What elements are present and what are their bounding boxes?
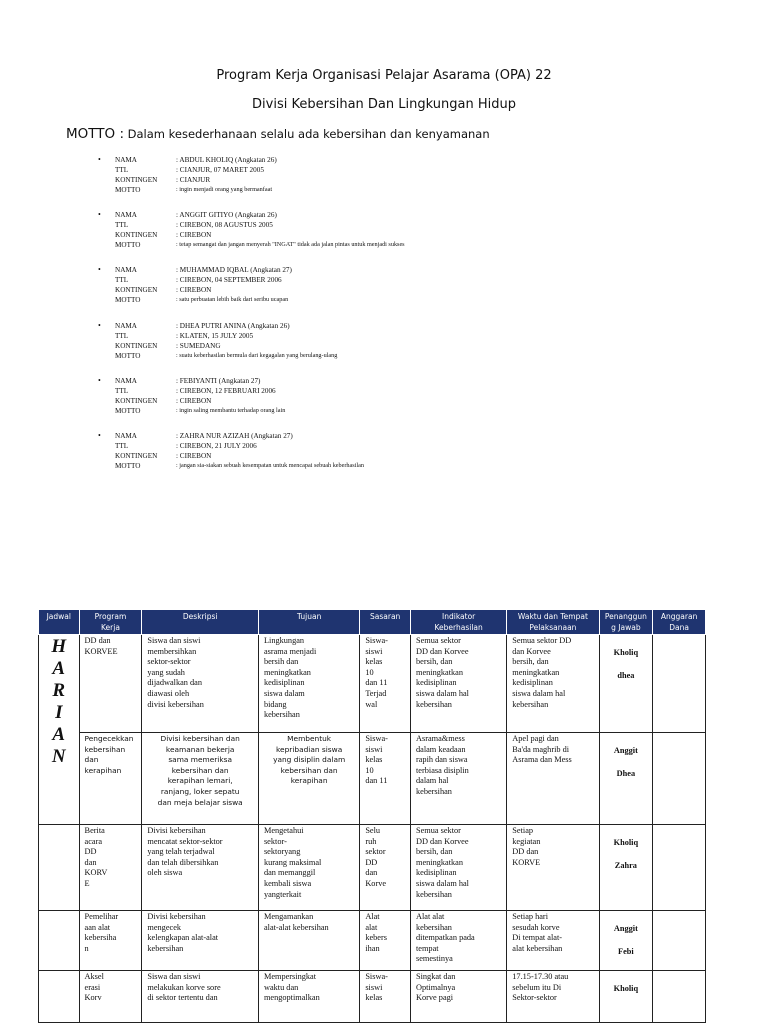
member-kontingen-value: : CIREBON bbox=[176, 286, 212, 295]
column-header: Penanggun g Jawab bbox=[599, 610, 653, 635]
sasaran-cell: Siswa- siswi kelas bbox=[360, 971, 411, 1023]
document-subtitle: Divisi Kebersihan Dan Lingkungan Hidup bbox=[252, 97, 516, 112]
column-header: Waktu dan Tempat Pelaksanaan bbox=[507, 610, 599, 635]
member-ttl-label: TTL bbox=[115, 221, 129, 230]
program-cell: Pemelihar aan alat kebersiha n bbox=[79, 911, 142, 971]
member-motto-label: MOTTO bbox=[115, 241, 141, 250]
penanggung-jawab-name: Zahra bbox=[614, 860, 637, 870]
deskripsi-cell: Divisi kebersihan mencatat sektor-sektor yang telah terjadwal dan telah dibersihkan oleh siswa bbox=[142, 825, 259, 911]
member-nama-label: NAMA bbox=[115, 211, 137, 220]
sasaran-cell: Siswa- siswi kelas 10 dan 11 bbox=[360, 733, 411, 825]
member-ttl-label: TTL bbox=[115, 331, 129, 340]
anggaran-cell bbox=[653, 635, 706, 733]
bullet-icon: • bbox=[98, 265, 101, 275]
indikator-cell: Semua sektor DD dan Korvee bersih, dan meningkatkan kedisiplinan siswa dalam hal kebersihan bbox=[410, 825, 506, 911]
member-ttl-value: : CIREBON, 04 SEPTEMBER 2006 bbox=[176, 276, 282, 285]
column-header: Indikator Keberhasilan bbox=[410, 610, 506, 635]
member-kontingen-label: KONTINGEN bbox=[115, 341, 158, 350]
program-table bbox=[38, 609, 706, 1023]
column-header: Anggaran Dana bbox=[653, 610, 706, 635]
penanggung-jawab-cell bbox=[599, 733, 653, 825]
tujuan-cell: Mempersingkat waktu dan mengoptimalkan bbox=[258, 971, 359, 1023]
sasaran-cell: Selu ruh sektor DD dan Korve bbox=[360, 825, 411, 911]
waktu-cell: Setiap hari sesudah korve Di tempat alat- alat kebersihan bbox=[507, 911, 599, 971]
member-ttl-label: TTL bbox=[115, 276, 129, 285]
member-kontingen-label: KONTINGEN bbox=[115, 396, 158, 405]
bullet-icon: • bbox=[98, 375, 101, 385]
column-header: Tujuan bbox=[258, 610, 359, 635]
indikator-cell: Alat alat kebersihan ditempatkan pada tempat semestinya bbox=[410, 911, 506, 971]
member-motto-value: : ingin menjadi orang yang bermanfaat bbox=[176, 186, 273, 193]
penanggung-jawab-name: Febi bbox=[618, 946, 634, 956]
column-header: Jadwal bbox=[39, 610, 80, 635]
deskripsi-cell: Siswa dan siswi melakukan korve sore di sektor tertentu dan bbox=[142, 971, 259, 1023]
sasaran-cell: Siswa- siswi kelas 10 dan 11 Terjad wal bbox=[360, 635, 411, 733]
member-nama-label: NAMA bbox=[115, 376, 137, 385]
column-header: Deskripsi bbox=[142, 610, 259, 635]
member-kontingen-label: KONTINGEN bbox=[115, 176, 158, 184]
member-nama-value: : MUHAMMAD IQBAL (Angkatan 27) bbox=[176, 266, 292, 275]
jadwal-letter: A bbox=[52, 658, 66, 679]
tujuan-cell: Mengamankan alat-alat kebersihan bbox=[258, 911, 359, 971]
member-nama-label: NAMA bbox=[115, 156, 137, 164]
penanggung-jawab-cell bbox=[599, 635, 653, 733]
jadwal-letter: N bbox=[51, 746, 66, 767]
member-motto-label: MOTTO bbox=[115, 351, 141, 360]
indikator-cell: Asrama&mess dalam keadaan rapih dan siswa terbiasa disiplin dalam hal kebersihan bbox=[410, 733, 506, 825]
deskripsi-cell: Divisi kebersihan mengecek kelengkapan alat-alat kebersihan bbox=[142, 911, 259, 971]
bullet-icon: • bbox=[98, 430, 101, 440]
motto-label: MOTTO : bbox=[66, 126, 124, 142]
bullet-icon: • bbox=[98, 155, 101, 164]
anggaran-cell bbox=[653, 971, 706, 1023]
anggaran-cell bbox=[653, 733, 706, 825]
penanggung-jawab-name: Dhea bbox=[616, 768, 636, 778]
member-kontingen-value: : CIREBON bbox=[176, 231, 212, 240]
member-motto-label: MOTTO bbox=[115, 406, 141, 415]
jadwal-letter: I bbox=[55, 702, 63, 723]
bullet-icon: • bbox=[98, 210, 101, 220]
member-motto-label: MOTTO bbox=[115, 461, 141, 470]
penanggung-jawab-name: Kholiq bbox=[613, 648, 639, 657]
sasaran-cell: Alat alat kebers ihan bbox=[360, 911, 411, 971]
waktu-cell: Setiap kegiatan DD dan KORVE bbox=[507, 825, 599, 911]
member-kontingen-label: KONTINGEN bbox=[115, 451, 158, 460]
indikator-cell: Semua sektor DD dan Korvee bersih, dan meningkatkan kedisiplinan siswa dalam hal kebersihan bbox=[410, 635, 506, 733]
member-ttl-value: : CIREBON, 08 AGUSTUS 2005 bbox=[176, 221, 273, 230]
penanggung-jawab-name: dhea bbox=[617, 670, 635, 680]
member-ttl-label: TTL bbox=[115, 166, 129, 174]
member-ttl-value: : CIANJUR, 07 MARET 2005 bbox=[176, 166, 264, 174]
member-motto-value: : suatu keberhasilan bermula dari kegagalan yang berulang-ulang bbox=[176, 351, 338, 359]
member-motto-label: MOTTO bbox=[115, 296, 141, 305]
program-cell: Aksel erasi Korv bbox=[79, 971, 142, 1023]
jadwal-letter: A bbox=[52, 724, 66, 745]
program-cell: Berita acara DD dan KORV E bbox=[79, 825, 142, 911]
member-kontingen-label: KONTINGEN bbox=[115, 286, 158, 295]
member-ttl-value: : CIREBON, 12 FEBRUARI 2006 bbox=[176, 386, 276, 395]
member-motto-value: : tetap semangat dan jangan menyerah "INGAT" tidak ada jalan pintas untuk menjadi sukses bbox=[176, 241, 405, 249]
waktu-cell: 17.15-17.30 atau sebelum itu Di Sektor-sektor bbox=[507, 971, 599, 1023]
anggaran-cell bbox=[653, 825, 706, 911]
table-row bbox=[39, 825, 706, 911]
penanggung-jawab-cell bbox=[599, 971, 653, 1023]
penanggung-jawab-name: Anggit bbox=[613, 746, 638, 755]
tujuan-cell: Mengetahui sektor- sektoryang kurang maksimal dan memanggil kembali siswa yangterkait bbox=[258, 825, 359, 911]
jadwal-cell bbox=[39, 635, 80, 825]
member-nama-value: : FEBIYANTI (Angkatan 27) bbox=[176, 376, 261, 385]
penanggung-jawab-name: Anggit bbox=[613, 924, 638, 933]
program-cell: DD dan KORVEE bbox=[79, 635, 142, 733]
member-motto-value: : ingin saling membantu terhadap orang lain bbox=[176, 406, 286, 414]
division-motto bbox=[66, 126, 490, 142]
member-ttl-value: : CIREBON, 21 JULY 2006 bbox=[176, 441, 257, 450]
jadwal-cell bbox=[39, 911, 80, 971]
member-kontingen-value: : CIANJUR bbox=[176, 176, 211, 184]
deskripsi-cell: Divisi kebersihan dan keamanan bekerja sama memeriksa kebersihan dan kerapihan lemari, ranjang, loker sepatu dan meja belajar siswa bbox=[142, 733, 259, 825]
motto-text: Dalam kesederhanaan selalu ada kebersihan dan kenyamanan bbox=[127, 127, 490, 141]
jadwal-letter: H bbox=[51, 636, 67, 657]
jadwal-cell bbox=[39, 971, 80, 1023]
member-motto-label: MOTTO bbox=[115, 186, 141, 194]
anggaran-cell bbox=[653, 911, 706, 971]
waktu-cell: Apel pagi dan Ba'da maghrib di Asrama dan Mess bbox=[507, 733, 599, 825]
member-nama-value: : DHEA PUTRI ANINA (Angkatan 26) bbox=[176, 321, 290, 330]
deskripsi-cell: Siswa dan siswi membersihkan sektor-sektor yang sudah dijadwalkan dan diawasi oleh divisi kebersihan bbox=[142, 635, 259, 733]
member-nama-label: NAMA bbox=[115, 431, 137, 440]
tujuan-cell: Membentuk kepribadian siswa yang disiplin dalam kebersihan dan kerapihan bbox=[258, 733, 359, 825]
bullet-icon: • bbox=[98, 320, 101, 330]
penanggung-jawab-cell bbox=[599, 825, 653, 911]
member-nama-label: NAMA bbox=[115, 321, 137, 330]
document-title: Program Kerja Organisasi Pelajar Asarama (OPA) 22 bbox=[216, 68, 552, 83]
member-nama-value: : ABDUL KHOLIQ (Angkatan 26) bbox=[176, 156, 277, 164]
table-row bbox=[39, 971, 706, 1023]
member-ttl-label: TTL bbox=[115, 441, 129, 450]
member-kontingen-value: : CIREBON bbox=[176, 396, 212, 405]
table-row bbox=[39, 733, 706, 825]
column-header: Sasaran bbox=[360, 610, 411, 635]
member-nama-value: : ANGGIT GITIYO (Angkatan 26) bbox=[176, 211, 277, 220]
jadwal-letter: R bbox=[52, 680, 66, 701]
table-row bbox=[39, 635, 706, 733]
member-ttl-value: : KLATEN, 15 JULY 2005 bbox=[176, 331, 254, 340]
jadwal-cell bbox=[39, 825, 80, 911]
program-cell: Pengecekkan kebersihan dan kerapihan bbox=[79, 733, 142, 825]
penanggung-jawab-cell bbox=[599, 911, 653, 971]
tujuan-cell: Lingkungan asrama menjadi bersih dan meningkatkan kedisiplinan siswa dalam bidang kebersihan bbox=[258, 635, 359, 733]
member-motto-value: : satu perbuatan lebih baik dari seribu ucapan bbox=[176, 296, 289, 304]
member-kontingen-value: : CIREBON bbox=[176, 451, 212, 460]
member-ttl-label: TTL bbox=[115, 386, 129, 395]
member-motto-value: : jangan sia-siakan sebuah kesempatan untuk mencapai sebuah keberhasilan bbox=[176, 461, 364, 469]
member-kontingen-value: : SUMEDANG bbox=[176, 341, 221, 350]
member-nama-label: NAMA bbox=[115, 266, 137, 275]
member-nama-value: : ZAHRA NUR AZIZAH (Angkatan 27) bbox=[176, 431, 293, 440]
penanggung-jawab-name: Kholiq bbox=[613, 838, 639, 847]
column-header: Program Kerja bbox=[79, 610, 142, 635]
table-row bbox=[39, 911, 706, 971]
waktu-cell: Semua sektor DD dan Korvee bersih, dan meningkatkan kedisiplinan siswa dalam hal kebersihan bbox=[507, 635, 599, 733]
penanggung-jawab-name: Kholiq bbox=[613, 984, 639, 994]
indikator-cell: Singkat dan Optimalnya Korve pagi bbox=[410, 971, 506, 1023]
member-kontingen-label: KONTINGEN bbox=[115, 231, 158, 240]
table-header-row bbox=[39, 610, 706, 635]
